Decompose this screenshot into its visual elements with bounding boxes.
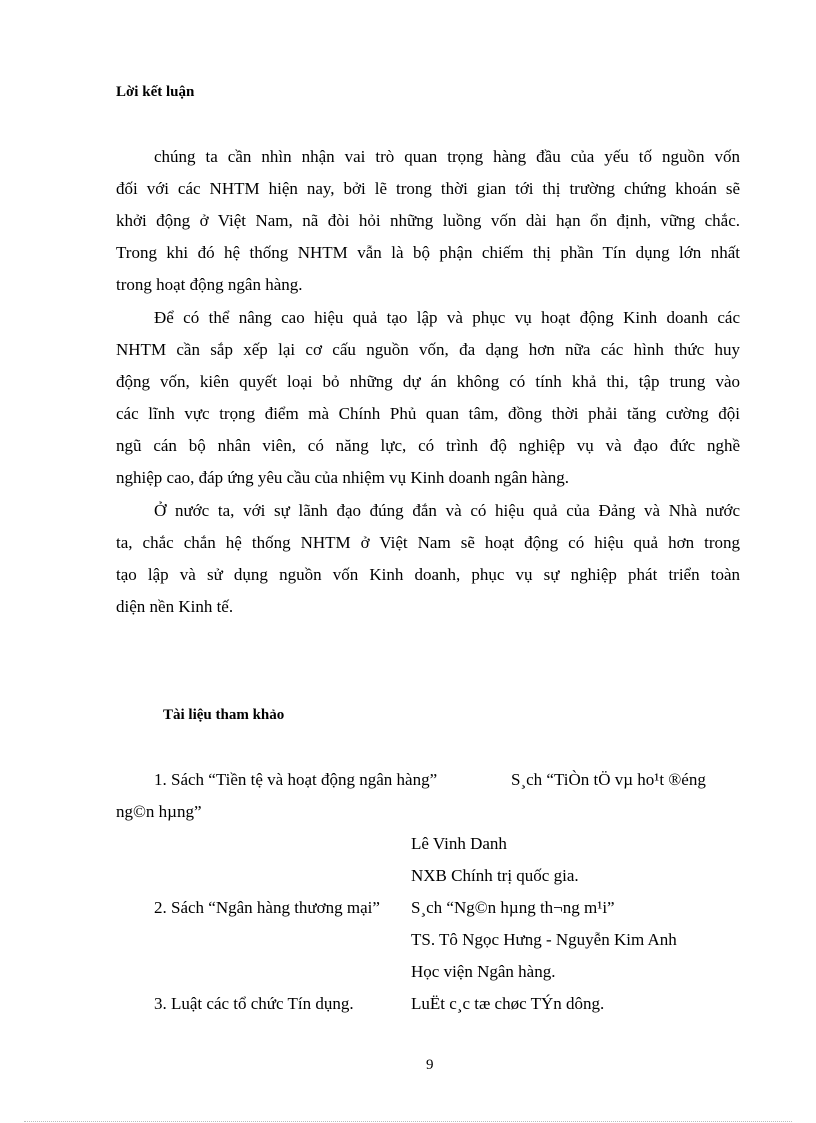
reference-title-legacy-encoding: S¸ch “TiÒn tÖ vµ ho¹t ®éng — [511, 770, 706, 789]
reference-title-legacy-encoding: S¸ch “Ng©n hµng th¬ng m¹i” — [411, 898, 615, 917]
reference-title-continuation: ng©n hµng” — [116, 802, 202, 821]
reference-publisher: NXB Chính trị quốc gia. — [411, 866, 579, 885]
reference-title: 1. Sách “Tiền tệ và hoạt động ngân hàng” — [154, 770, 438, 789]
paragraph-line: khởi động ở Việt Nam, nã đòi hỏi những luồng vốn dài hạn ổn định, vững chắc. — [116, 211, 740, 230]
reference-author: TS. Tô Ngọc Hưng - Nguyễn Kim Anh — [411, 930, 677, 949]
paragraph-line: chúng ta cần nhìn nhận vai trò quan trọng hàng đầu của yếu tố nguồn vốn — [154, 147, 740, 166]
paragraph-line: động vốn, kiên quyết loại bỏ những dự án không có tính khả thi, tập trung vào — [116, 372, 740, 391]
paragraph-line: đối với các NHTM hiện nay, bởi lẽ trong thời gian tới thị trường chứng khoán sẽ — [116, 179, 740, 198]
reference-title-legacy-encoding: LuËt c¸c tæ chøc TÝn dông. — [411, 994, 605, 1013]
page-bottom-border — [24, 1121, 792, 1122]
paragraph-line: Để có thể nâng cao hiệu quả tạo lập và phục vụ hoạt động Kinh doanh các — [154, 308, 740, 327]
conclusion-heading: Lời kết luận — [116, 84, 195, 100]
paragraph-line: nghiệp cao, đáp ứng yêu cầu của nhiệm vụ Kinh doanh ngân hàng. — [116, 468, 569, 487]
page-number: 9 — [426, 1057, 434, 1073]
paragraph-line: tạo lập và sử dụng nguồn vốn Kinh doanh, phục vụ sự nghiệp phát triển toàn — [116, 565, 740, 584]
paragraph-line: diện nền Kinh tế. — [116, 597, 234, 616]
reference-title: 2. Sách “Ngân hàng thương mại” — [154, 898, 380, 917]
reference-publisher: Học viện Ngân hàng. — [411, 962, 556, 981]
reference-author: Lê Vinh Danh — [411, 834, 507, 853]
paragraph-line: Trong khi đó hệ thống NHTM vẫn là bộ phận chiếm thị phần Tín dụng lớn nhất — [116, 243, 740, 262]
paragraph-line: Ở nước ta, với sự lãnh đạo đúng đắn và có hiệu quả của Đảng và Nhà nước — [154, 501, 740, 520]
references-heading: Tài liệu tham khảo — [163, 707, 285, 723]
paragraph-line: ta, chắc chắn hệ thống NHTM ở Việt Nam sẽ hoạt động có hiệu quả hơn trong — [116, 533, 740, 552]
paragraph-line: trong hoạt động ngân hàng. — [116, 275, 303, 294]
reference-title: 3. Luật các tổ chức Tín dụng. — [154, 994, 354, 1013]
paragraph-line: NHTM cần sắp xếp lại cơ cấu nguồn vốn, đa dạng hơn nữa các hình thức huy — [116, 340, 740, 359]
paragraph-line: các lĩnh vực trọng điểm mà Chính Phủ quan tâm, đồng thời phải tăng cường đội — [116, 404, 740, 423]
paragraph-line: ngũ cán bộ nhân viên, có năng lực, có trình độ nghiệp vụ và đạo đức nghề — [116, 436, 740, 455]
